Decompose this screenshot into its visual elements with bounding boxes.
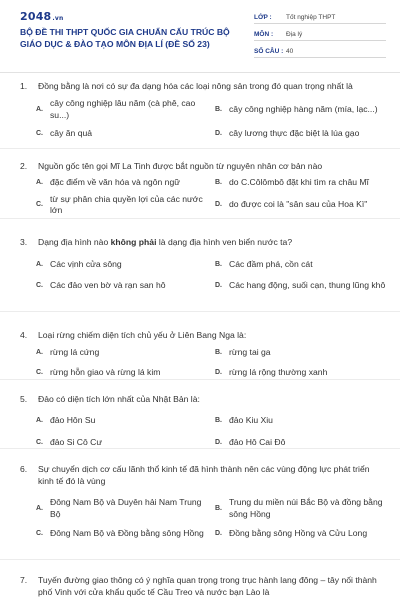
option-text: Các hang động, suối cạn, thung lũng khô: [229, 279, 386, 290]
option-c[interactable]: [36, 528, 207, 540]
option-text: Trung du miền núi Bắc Bộ và đồng bằng sông Hồng: [229, 497, 383, 519]
option-text: đảo Si Cô Cư: [50, 436, 103, 447]
option-letter: C.: [36, 130, 43, 137]
emphasis-text: không phải: [110, 237, 157, 247]
question-number: 2.: [20, 161, 28, 171]
option-b[interactable]: [215, 259, 386, 271]
option-text: Các đảo ven bờ và rạn san hô: [50, 279, 166, 290]
option-c[interactable]: [36, 128, 207, 140]
question-number: 4.: [20, 330, 28, 340]
question-2: [0, 149, 400, 219]
option-c[interactable]: [36, 437, 207, 449]
option-letter: D.: [215, 281, 222, 289]
question-number: 3.: [20, 237, 28, 247]
question-text: Loại rừng chiếm diện tích chủ yếu ở Liên Bang Nga là:: [38, 330, 247, 340]
option-a[interactable]: [36, 415, 207, 427]
question-1: [0, 74, 400, 149]
question-5: [0, 380, 400, 449]
option-text: đảo Hô Cai Đô: [229, 436, 286, 447]
option-text: do C.Côlômbô đặt khi tìm ra châu Mĩ: [229, 177, 369, 187]
option-letter: D.: [215, 201, 222, 209]
meta-value: Địa lý: [286, 31, 303, 38]
options: [20, 98, 386, 140]
option-text: đảo Kiu Xiu: [229, 415, 273, 425]
question-text: Sự chuyển dịch cơ cấu lãnh thổ kinh tế đã hình thành nên các vùng động lực phát triển kinh tế đó là vùng: [38, 464, 370, 486]
question-list: [0, 74, 400, 610]
option-a[interactable]: [36, 497, 207, 520]
option-text: cây ăn quả: [50, 128, 93, 138]
option-text: Đông Nam Bộ và Duyên hải Nam Trung Bộ: [50, 497, 202, 519]
option-text: Các vịnh cửa sông: [50, 259, 122, 269]
option-letter: A.: [36, 261, 43, 268]
option-letter: A.: [36, 417, 43, 424]
header-divider: [0, 72, 400, 73]
option-letter: A.: [36, 504, 43, 512]
option-text: rừng lá rộng thường xanh: [229, 366, 328, 377]
option-letter: B.: [215, 349, 222, 356]
option-c[interactable]: [36, 367, 207, 379]
question-number: 7.: [20, 575, 28, 585]
option-letter: C.: [36, 201, 43, 209]
option-letter: D.: [215, 530, 222, 537]
option-b[interactable]: [215, 347, 386, 359]
option-letter: D.: [215, 438, 222, 446]
options: [20, 347, 386, 378]
options: [20, 415, 386, 448]
page-header: [0, 0, 400, 72]
site-logo[interactable]: [20, 10, 63, 23]
option-d[interactable]: [215, 128, 386, 140]
option-d[interactable]: [215, 280, 386, 292]
option-c[interactable]: [36, 194, 207, 217]
option-text: Đông Nam Bộ và Đồng bằng sông Hồng: [50, 528, 204, 538]
options: [20, 259, 386, 291]
meta-row-count: [254, 44, 386, 58]
question-3: [0, 219, 400, 312]
question-number: 6.: [20, 464, 28, 474]
option-d[interactable]: [215, 528, 386, 540]
option-text: rừng hỗn giao và rừng lá kim: [50, 366, 161, 377]
option-letter: B.: [215, 417, 222, 424]
logo-text: 2048: [20, 10, 52, 23]
option-letter: D.: [215, 368, 222, 376]
option-a[interactable]: [36, 259, 207, 271]
option-letter: A.: [36, 179, 43, 186]
exam-title: BỘ ĐỀ THI THPT QUỐC GIA CHUẨN CẤU TRÚC BỘ GIÁO DỤC & ĐÀO TẠO MÔN ĐỊA LÍ (ĐỀ SỐ 23): [20, 27, 230, 49]
option-text: rừng lá cứng: [50, 347, 100, 357]
option-letter: C.: [36, 438, 43, 446]
option-text: Các đầm phá, cồn cát: [229, 259, 313, 269]
question-number: 5.: [20, 394, 28, 404]
option-letter: A.: [36, 105, 43, 113]
option-text: Đồng bằng sông Hồng và Cửu Long: [229, 528, 368, 538]
option-c[interactable]: [36, 280, 207, 292]
option-letter: C.: [36, 368, 43, 376]
option-letter: C.: [36, 281, 43, 289]
option-b[interactable]: [215, 497, 386, 520]
logo-suffix: .vn: [52, 15, 64, 22]
question-text: Nguồn gốc tên gọi Mĩ La Tinh được bắt nguồn từ nguyên nhân cơ bản nào: [38, 161, 323, 171]
exam-meta: [254, 10, 386, 61]
question-text: Đồng bằng là nơi có sự đa dạng hóa các loại nông sản trong đó quan trọng nhất là: [38, 81, 353, 91]
option-a[interactable]: [36, 347, 207, 359]
option-a[interactable]: [36, 98, 207, 121]
meta-label: LỚP :: [254, 14, 272, 21]
meta-value: 40: [286, 48, 294, 55]
option-text: do được coi là "sân sau của Hoa Kì": [229, 199, 368, 210]
option-b[interactable]: [215, 98, 386, 121]
meta-label: SỐ CÂU :: [254, 48, 284, 55]
question-text: Tuyến đường giao thông có ý nghĩa quan trọng trong trục hành lang đông – tây nối thành phố Vinh với cửa khẩu quốc tế Cầu Treo và nước bạn Lào là: [38, 575, 377, 597]
option-letter: B.: [215, 504, 222, 512]
meta-value: Tốt nghiệp THPT: [286, 14, 336, 21]
option-letter: B.: [215, 261, 222, 268]
option-d[interactable]: [215, 367, 386, 379]
option-letter: B.: [215, 179, 222, 186]
question-text: Đảo có diện tích lớn nhất của Nhật Bản là:: [38, 394, 200, 404]
question-text: Dạng địa hình nào không phải là dạng địa hình ven biển nước ta?: [38, 237, 293, 247]
meta-row-class: [254, 10, 386, 24]
option-a[interactable]: [36, 177, 207, 189]
option-text: cây lương thực đặc biệt là lúa gạo: [229, 128, 360, 138]
question-6: [0, 449, 400, 560]
option-letter: C.: [36, 530, 43, 537]
option-text: cây công nghiệp lâu năm (cà phê, cao su...): [50, 98, 196, 120]
option-b[interactable]: [215, 415, 386, 427]
option-letter: B.: [215, 105, 222, 113]
option-text: cây công nghiệp hàng năm (mía, lạc...): [229, 103, 378, 114]
option-text: từ sự phân chia quyền lợi của các nước lớn: [50, 193, 203, 215]
option-letter: A.: [36, 349, 43, 356]
options: [20, 497, 386, 540]
question-4: [0, 312, 400, 380]
options: [20, 177, 386, 217]
question-7: [0, 560, 400, 610]
option-letter: D.: [215, 130, 222, 137]
meta-row-subject: [254, 27, 386, 41]
option-b[interactable]: [215, 177, 386, 189]
question-number: 1.: [20, 81, 28, 91]
option-d[interactable]: [215, 437, 386, 449]
meta-label: MÔN :: [254, 31, 274, 38]
option-d[interactable]: [215, 194, 386, 217]
option-text: đặc điểm về văn hóa và ngôn ngữ: [50, 177, 180, 187]
option-text: rừng tai ga: [229, 347, 271, 357]
option-text: đảo Hôn Su: [50, 415, 96, 425]
